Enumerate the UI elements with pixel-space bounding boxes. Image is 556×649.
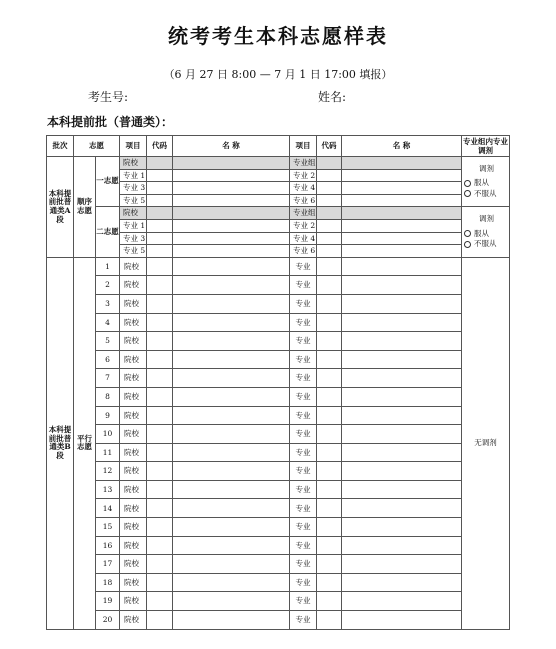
school-name-field[interactable]	[173, 387, 290, 406]
major-code-field[interactable]	[317, 182, 342, 195]
adjust-options	[462, 207, 510, 257]
major-name-field[interactable]	[173, 245, 290, 258]
header-name: 名 称	[173, 136, 290, 157]
school-code-field[interactable]	[147, 462, 173, 481]
choice-number: 5	[96, 332, 120, 351]
major-label: 专业	[290, 573, 317, 592]
candidate-number-label: 考生号:	[88, 90, 129, 104]
school-label: 院校	[120, 387, 147, 406]
choice-number: 4	[96, 313, 120, 332]
school-name-field[interactable]	[173, 313, 290, 332]
school-label: 院校	[120, 294, 147, 313]
school-label: 院校	[120, 611, 147, 630]
major-name-field[interactable]	[342, 462, 462, 481]
major-label: 专业	[290, 536, 317, 555]
major-label: 专业	[290, 313, 317, 332]
header-code: 代码	[147, 136, 173, 157]
parallel-choice-row	[47, 350, 510, 369]
header-code-2: 代码	[317, 136, 342, 157]
school-name-field[interactable]	[173, 499, 290, 518]
school-name-field[interactable]	[173, 611, 290, 630]
school-label: 院校	[120, 462, 147, 481]
major-code-field[interactable]	[317, 573, 342, 592]
major-code-field[interactable]	[147, 169, 173, 182]
parallel-choice-row	[47, 518, 510, 537]
parallel-choice-row	[47, 369, 510, 388]
school-name-field[interactable]	[173, 592, 290, 611]
parallel-choice-row	[47, 536, 510, 555]
major-name-field[interactable]	[342, 194, 462, 207]
major-label: 专业	[290, 332, 317, 351]
major-name-field[interactable]	[173, 219, 290, 232]
major-name-field[interactable]	[342, 443, 462, 462]
school-label: 院校	[120, 350, 147, 369]
major-code-field[interactable]	[317, 194, 342, 207]
school-label: 院校	[120, 425, 147, 444]
parallel-choice-row	[47, 499, 510, 518]
header-choice: 志愿	[74, 136, 120, 157]
school-name-field[interactable]	[173, 369, 290, 388]
school-code-field[interactable]	[147, 499, 173, 518]
radio-circle-icon	[464, 180, 471, 187]
major-code-field[interactable]	[317, 387, 342, 406]
major-name-field[interactable]	[342, 169, 462, 182]
major-name-field[interactable]	[342, 350, 462, 369]
choice-number: 9	[96, 406, 120, 425]
section-a-type-label: 顺序志愿	[74, 157, 96, 258]
school-name-field[interactable]	[173, 462, 290, 481]
parallel-choice-row	[47, 462, 510, 481]
school-label: 院校	[120, 257, 147, 276]
school-code-field[interactable]	[147, 332, 173, 351]
major-code-field[interactable]	[317, 443, 342, 462]
major-label: 专业	[290, 257, 317, 276]
school-label: 院校	[120, 518, 147, 537]
major-label: 专业 6	[290, 194, 317, 207]
section-b-batch-label: 本科提前批普通类B段	[47, 257, 74, 629]
major-name-field[interactable]	[173, 194, 290, 207]
choice-number: 12	[96, 462, 120, 481]
major-label: 专业	[290, 425, 317, 444]
choice-number: 3	[96, 294, 120, 313]
major-name-field[interactable]	[342, 611, 462, 630]
major-code-field[interactable]	[317, 518, 342, 537]
major-name-field[interactable]	[173, 182, 290, 195]
header-adjust: 专业组内专业调剂	[463, 136, 508, 155]
choice-number: 1	[96, 257, 120, 276]
section-title: 本科提前批（普通类）：	[47, 115, 174, 129]
choice-number: 15	[96, 518, 120, 537]
parallel-choice-row	[47, 257, 510, 276]
major-label: 专业	[290, 406, 317, 425]
choice-1-row	[47, 157, 510, 170]
major-code-field[interactable]	[147, 182, 173, 195]
major-label: 专业	[290, 350, 317, 369]
choice-number: 14	[96, 499, 120, 518]
school-code-field[interactable]	[147, 294, 173, 313]
major-label: 专业 1	[120, 219, 147, 232]
school-label: 院校	[120, 592, 147, 611]
page-title: 统考考生本科志愿样表	[168, 24, 388, 48]
major-label: 专业	[290, 443, 317, 462]
school-code-field[interactable]	[147, 406, 173, 425]
major-code-field[interactable]	[317, 169, 342, 182]
school-name-field[interactable]	[173, 332, 290, 351]
decline-adjust-radio[interactable]	[464, 189, 509, 200]
parallel-choice-row	[47, 313, 510, 332]
school-code-field[interactable]	[147, 480, 173, 499]
adjust-options	[462, 157, 510, 207]
header-batch: 批次	[47, 136, 74, 157]
radio-label: 不服从	[474, 239, 497, 249]
major-label: 专业	[290, 555, 317, 574]
major-name-field[interactable]	[342, 573, 462, 592]
major-name-field[interactable]	[342, 387, 462, 406]
major-name-field[interactable]	[342, 294, 462, 313]
choice-number: 11	[96, 443, 120, 462]
major-code-field[interactable]	[147, 245, 173, 258]
decline-adjust-radio[interactable]	[464, 239, 509, 250]
major-code-field[interactable]	[317, 425, 342, 444]
major-label: 专业	[290, 276, 317, 295]
header-name-2: 名 称	[342, 136, 462, 157]
choice-label: 一志愿	[96, 157, 120, 207]
school-code-field[interactable]	[147, 369, 173, 388]
major-name-field[interactable]	[342, 232, 462, 245]
major-label: 专业	[290, 592, 317, 611]
school-code-field[interactable]	[147, 573, 173, 592]
group-label: 专业组	[290, 207, 317, 220]
parallel-choice-row	[47, 573, 510, 592]
parallel-choice-row	[47, 294, 510, 313]
major-code-field[interactable]	[317, 536, 342, 555]
filing-period: （6 月 27 日 8:00 — 7 月 1 日 17:00 填报）	[163, 68, 393, 81]
school-code-field[interactable]	[147, 592, 173, 611]
header-item: 项目	[120, 136, 147, 157]
school-name-field[interactable]	[173, 276, 290, 295]
major-name-field[interactable]	[342, 313, 462, 332]
major-name-field[interactable]	[173, 232, 290, 245]
major-name-field[interactable]	[342, 245, 462, 258]
major-label: 专业 6	[290, 245, 317, 258]
school-code-field[interactable]	[147, 257, 173, 276]
major-label: 专业	[290, 499, 317, 518]
major-name-field[interactable]	[342, 219, 462, 232]
parallel-choice-row	[47, 425, 510, 444]
school-code-field[interactable]	[147, 313, 173, 332]
adjust-label: 调剂	[479, 214, 494, 224]
parallel-choice-row	[47, 611, 510, 630]
school-code-field[interactable]	[147, 350, 173, 369]
choice-number: 10	[96, 425, 120, 444]
major-code-field[interactable]	[317, 232, 342, 245]
group-label: 专业组	[290, 157, 317, 170]
no-adjust-label: 无调剂	[462, 257, 510, 629]
radio-circle-icon	[464, 241, 471, 248]
choice-label: 二志愿	[96, 207, 120, 257]
major-code-field[interactable]	[317, 406, 342, 425]
major-name-field[interactable]	[342, 182, 462, 195]
school-code-field[interactable]	[147, 536, 173, 555]
school-label: 院校	[120, 276, 147, 295]
major-code-field[interactable]	[317, 332, 342, 351]
choice-number: 16	[96, 536, 120, 555]
major-name-field[interactable]	[342, 480, 462, 499]
major-code-field[interactable]	[317, 611, 342, 630]
school-label: 院校	[120, 555, 147, 574]
major-label: 专业 4	[290, 182, 317, 195]
major-code-field[interactable]	[317, 369, 342, 388]
section-a-batch-label: 本科提前批普通类A段	[47, 157, 74, 258]
choice-number: 13	[96, 480, 120, 499]
parallel-choice-row	[47, 592, 510, 611]
major-code-field[interactable]	[317, 313, 342, 332]
major-code-field[interactable]	[317, 294, 342, 313]
major-label: 专业 2	[290, 219, 317, 232]
major-label: 专业 5	[120, 194, 147, 207]
school-label: 院校	[120, 157, 147, 170]
major-code-field[interactable]	[317, 245, 342, 258]
school-name-field[interactable]	[173, 406, 290, 425]
major-name-field[interactable]	[342, 425, 462, 444]
school-name-field[interactable]	[173, 573, 290, 592]
major-code-field[interactable]	[317, 462, 342, 481]
school-name-field[interactable]	[173, 480, 290, 499]
school-name-field[interactable]	[173, 257, 290, 276]
major-code-field[interactable]	[317, 592, 342, 611]
choice-form-table	[46, 135, 510, 630]
school-label: 院校	[120, 499, 147, 518]
parallel-choice-row	[47, 480, 510, 499]
group-name-field[interactable]	[342, 157, 462, 170]
major-code-field[interactable]	[147, 219, 173, 232]
major-code-field[interactable]	[317, 555, 342, 574]
school-code-field[interactable]	[147, 157, 173, 170]
major-name-field[interactable]	[342, 592, 462, 611]
major-label: 专业	[290, 369, 317, 388]
radio-label: 服从	[474, 178, 489, 188]
choice-number: 18	[96, 573, 120, 592]
major-name-field[interactable]	[342, 276, 462, 295]
school-code-field[interactable]	[147, 518, 173, 537]
school-name-field[interactable]	[173, 157, 290, 170]
school-label: 院校	[120, 313, 147, 332]
major-label: 专业	[290, 387, 317, 406]
school-code-field[interactable]	[147, 443, 173, 462]
school-code-field[interactable]	[147, 555, 173, 574]
school-name-field[interactable]	[173, 425, 290, 444]
school-name-field[interactable]	[173, 207, 290, 220]
choice-number: 6	[96, 350, 120, 369]
major-label: 专业 3	[120, 232, 147, 245]
accept-adjust-radio[interactable]	[464, 178, 509, 189]
major-code-field[interactable]	[147, 232, 173, 245]
school-label: 院校	[120, 536, 147, 555]
major-name-field[interactable]	[342, 536, 462, 555]
header-item-2: 项目	[290, 136, 317, 157]
parallel-choice-row	[47, 332, 510, 351]
name-label: 姓名:	[318, 90, 347, 104]
parallel-choice-row	[47, 406, 510, 425]
school-label: 院校	[120, 406, 147, 425]
major-code-field[interactable]	[147, 194, 173, 207]
choice-number: 7	[96, 369, 120, 388]
section-b-type-label: 平行志愿	[74, 257, 96, 629]
section-a-body	[47, 157, 510, 258]
school-code-field[interactable]	[147, 425, 173, 444]
major-name-field[interactable]	[342, 555, 462, 574]
school-code-field[interactable]	[147, 276, 173, 295]
major-label: 专业	[290, 518, 317, 537]
major-label: 专业	[290, 480, 317, 499]
major-code-field[interactable]	[317, 350, 342, 369]
school-label: 院校	[120, 480, 147, 499]
major-name-field[interactable]	[342, 499, 462, 518]
radio-label: 服从	[474, 228, 489, 238]
accept-adjust-radio[interactable]	[464, 229, 509, 240]
radio-circle-icon	[464, 230, 471, 237]
major-name-field[interactable]	[342, 406, 462, 425]
major-label: 专业 4	[290, 232, 317, 245]
choice-number: 20	[96, 611, 120, 630]
major-label: 专业	[290, 611, 317, 630]
major-name-field[interactable]	[342, 332, 462, 351]
group-code-field[interactable]	[317, 207, 342, 220]
school-label: 院校	[120, 369, 147, 388]
parallel-choice-row	[47, 276, 510, 295]
choice-2-row	[47, 207, 510, 220]
major-name-field[interactable]	[173, 169, 290, 182]
major-code-field[interactable]	[317, 499, 342, 518]
major-label: 专业 5	[120, 245, 147, 258]
major-label: 专业 1	[120, 169, 147, 182]
school-code-field[interactable]	[147, 207, 173, 220]
section-b-body	[47, 257, 510, 629]
choice-number: 2	[96, 276, 120, 295]
major-code-field[interactable]	[317, 480, 342, 499]
parallel-choice-row	[47, 443, 510, 462]
major-code-field[interactable]	[317, 257, 342, 276]
group-name-field[interactable]	[342, 207, 462, 220]
school-label: 院校	[120, 207, 147, 220]
major-label: 专业	[290, 294, 317, 313]
school-code-field[interactable]	[147, 387, 173, 406]
school-name-field[interactable]	[173, 350, 290, 369]
school-name-field[interactable]	[173, 518, 290, 537]
school-label: 院校	[120, 443, 147, 462]
parallel-choice-row	[47, 387, 510, 406]
school-label: 院校	[120, 332, 147, 351]
choice-number: 8	[96, 387, 120, 406]
major-label: 专业	[290, 462, 317, 481]
school-name-field[interactable]	[173, 294, 290, 313]
major-code-field[interactable]	[317, 276, 342, 295]
choice-number: 17	[96, 555, 120, 574]
school-name-field[interactable]	[173, 536, 290, 555]
major-name-field[interactable]	[342, 518, 462, 537]
major-code-field[interactable]	[317, 219, 342, 232]
school-name-field[interactable]	[173, 443, 290, 462]
school-label: 院校	[120, 573, 147, 592]
radio-label: 不服从	[474, 188, 497, 198]
major-name-field[interactable]	[342, 257, 462, 276]
adjust-label: 调剂	[479, 163, 494, 173]
radio-circle-icon	[464, 190, 471, 197]
group-code-field[interactable]	[317, 157, 342, 170]
school-name-field[interactable]	[173, 555, 290, 574]
major-label: 专业 2	[290, 169, 317, 182]
major-label: 专业 3	[120, 182, 147, 195]
choice-number: 19	[96, 592, 120, 611]
parallel-choice-row	[47, 555, 510, 574]
school-code-field[interactable]	[147, 611, 173, 630]
major-name-field[interactable]	[342, 369, 462, 388]
